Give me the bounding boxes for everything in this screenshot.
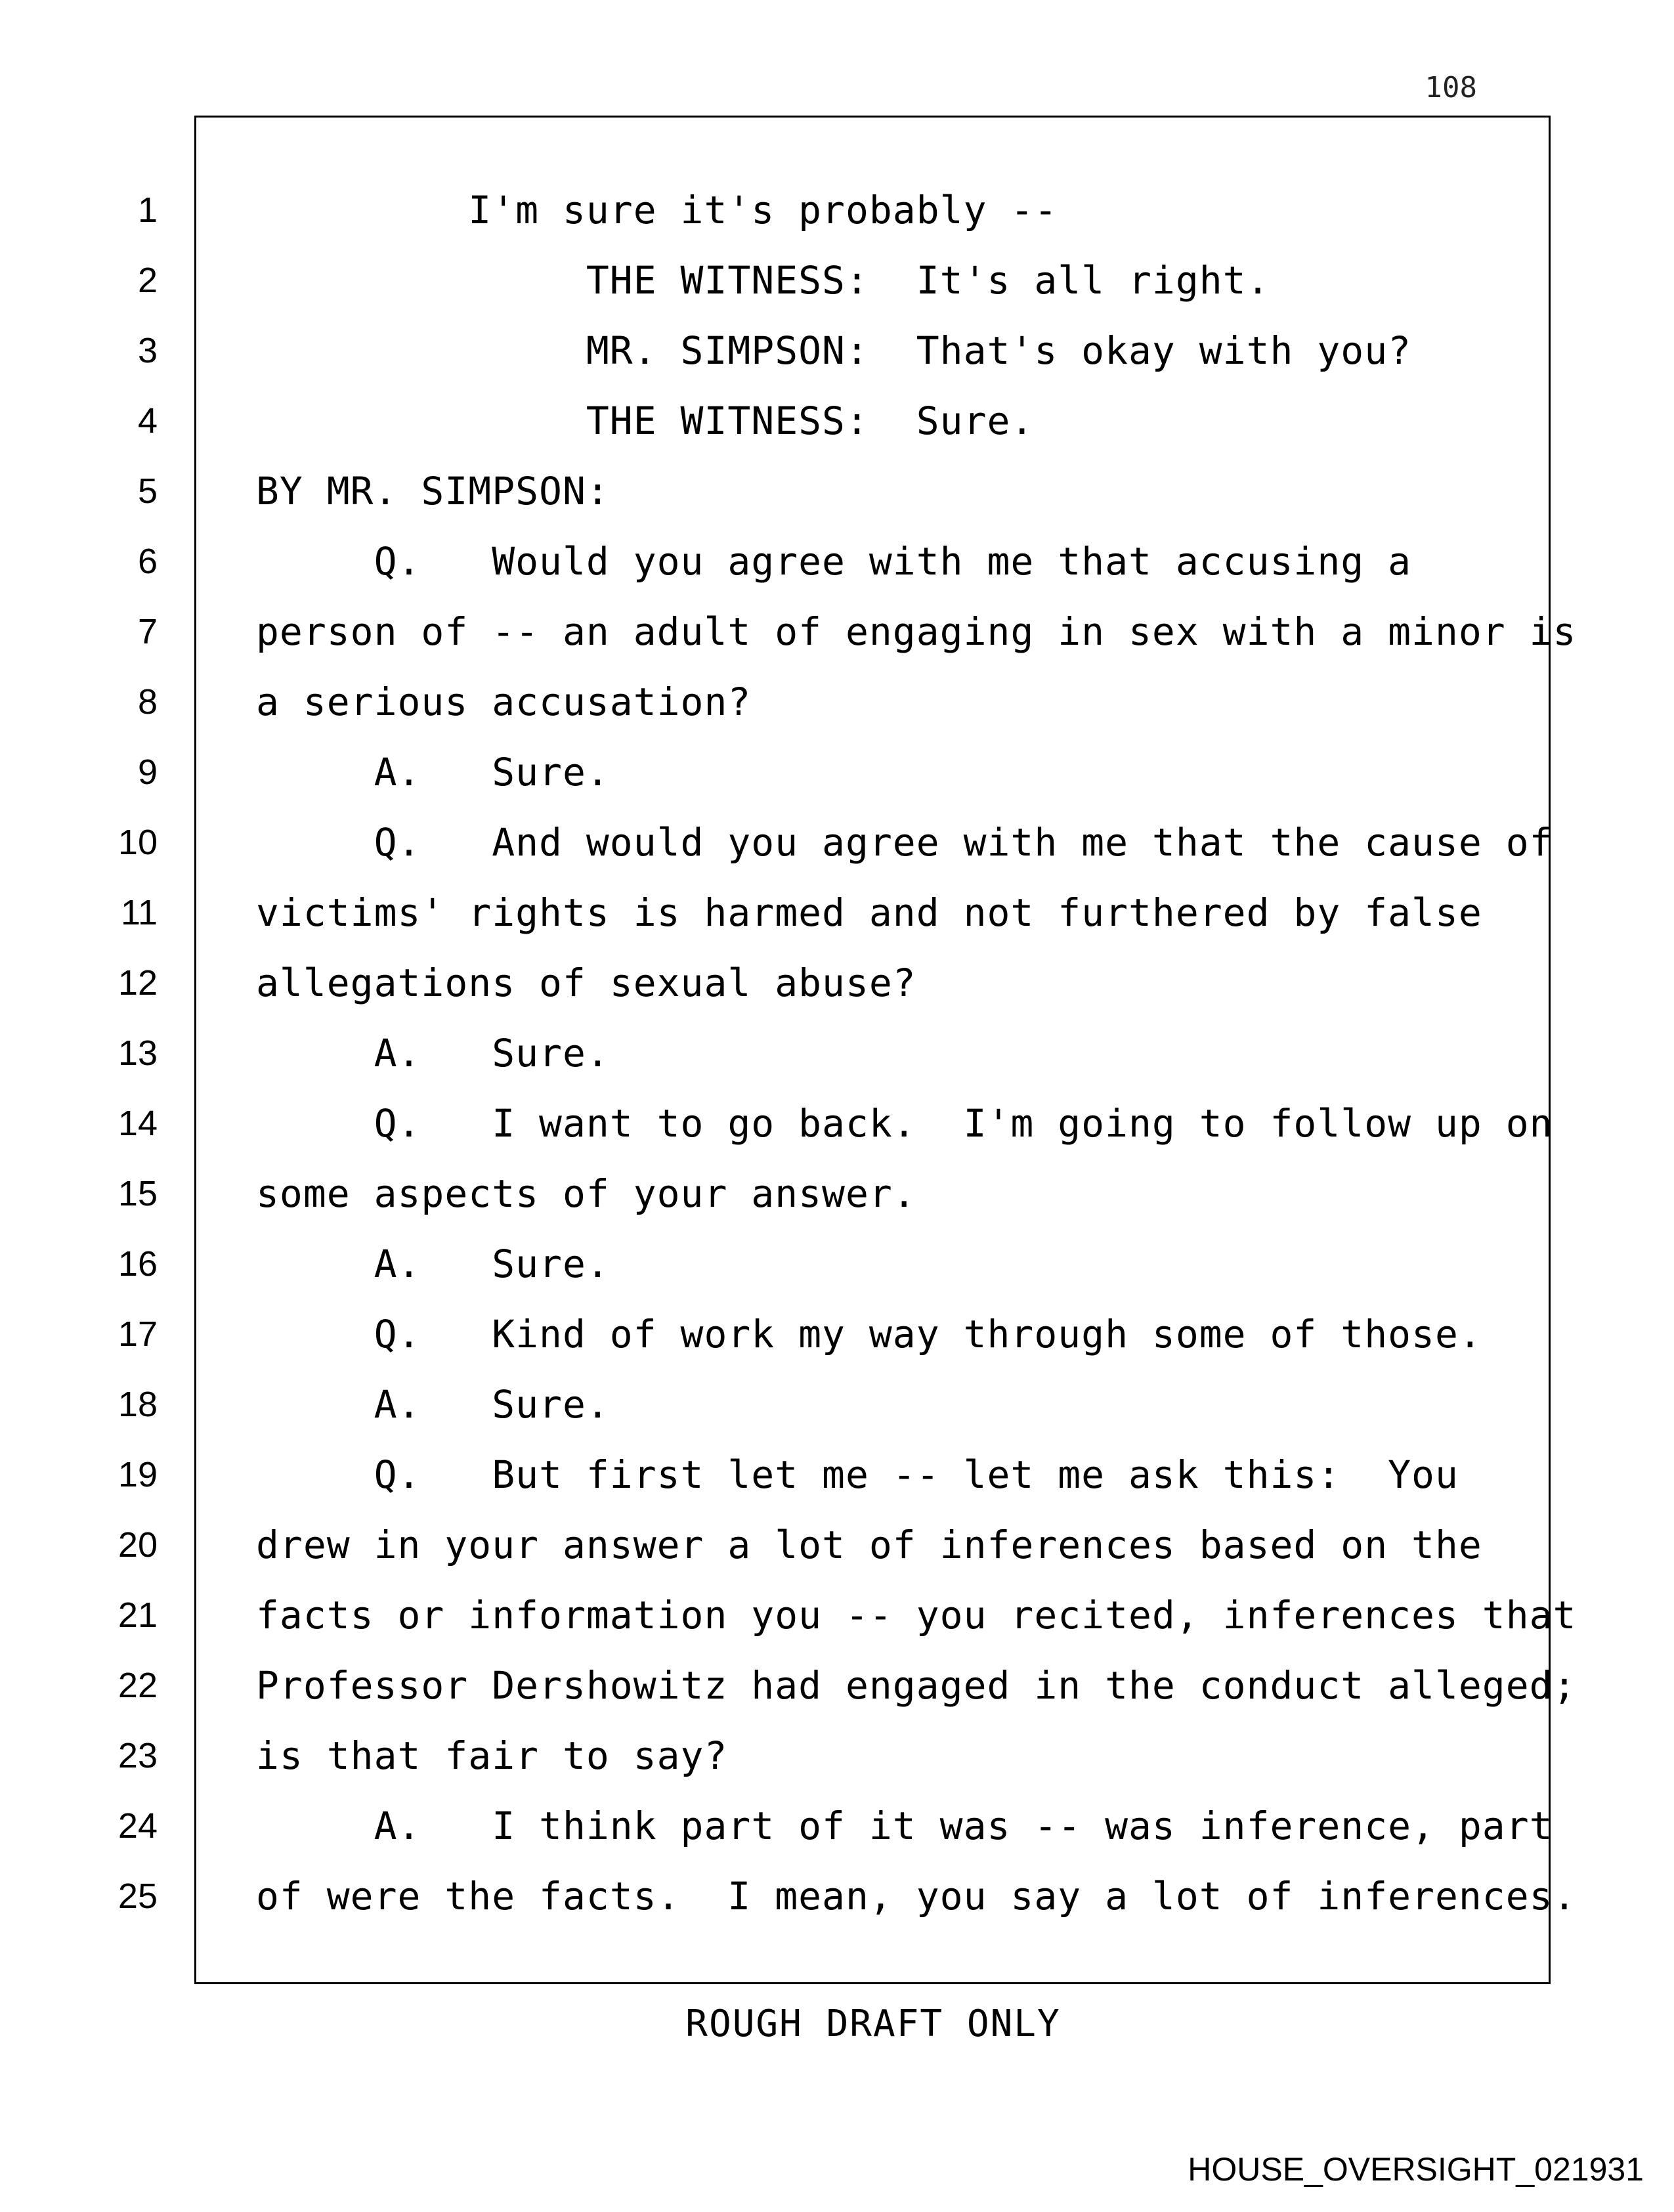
line-number: 12 — [118, 963, 158, 1003]
line-number: 20 — [118, 1525, 158, 1565]
transcript-line: allegations of sexual abuse? — [256, 961, 916, 1005]
transcript-line: MR. SIMPSON: That's okay with you? — [256, 328, 1412, 373]
transcript-line: Q. Kind of work my way through some of those. — [256, 1312, 1482, 1356]
line-number: 7 — [137, 612, 158, 651]
line-number: 4 — [137, 401, 158, 441]
transcript-line: of were the facts. I mean, you say a lot of inferences. — [256, 1874, 1577, 1919]
transcript-line: THE WITNESS: It's all right. — [256, 258, 1270, 303]
line-number: 1 — [137, 190, 158, 230]
transcript-line: A. Sure. — [256, 1382, 610, 1427]
line-number: 3 — [137, 331, 158, 370]
line-number: 14 — [118, 1104, 158, 1143]
line-number: 6 — [137, 542, 158, 581]
page-number: 108 — [1425, 71, 1477, 104]
line-number: 18 — [118, 1385, 158, 1424]
transcript-line: person of -- an adult of engaging in sex with a minor is — [256, 609, 1577, 654]
transcript-line: some aspects of your answer. — [256, 1171, 916, 1216]
transcript-line: Q. Would you agree with me that accusing a — [256, 539, 1412, 584]
line-number: 11 — [120, 893, 158, 932]
line-number: 25 — [118, 1876, 158, 1916]
line-number: 16 — [118, 1244, 158, 1284]
transcript-line: I'm sure it's probably -- — [256, 188, 1058, 232]
line-number: 5 — [137, 471, 158, 511]
transcript-line: victims' rights is harmed and not furthered by false — [256, 890, 1482, 935]
transcript-line: A. Sure. — [256, 750, 610, 794]
transcript-line: Q. And would you agree with me that the cause of — [256, 820, 1553, 865]
transcript-line: A. I think part of it was -- was inference, part — [256, 1804, 1553, 1848]
line-number: 21 — [118, 1595, 158, 1635]
transcript-line: Professor Dershowitz had engaged in the conduct alleged; — [256, 1663, 1577, 1708]
transcript-line: a serious accusation? — [256, 680, 752, 724]
transcript-line: drew in your answer a lot of inferences based on the — [256, 1523, 1482, 1567]
transcript-line: BY MR. SIMPSON: — [256, 469, 610, 513]
line-number: 19 — [118, 1455, 158, 1494]
line-number: 24 — [118, 1806, 158, 1846]
line-number: 22 — [118, 1666, 158, 1705]
rough-draft-footer: ROUGH DRAFT ONLY — [685, 2003, 1061, 2045]
line-number: 13 — [118, 1033, 158, 1073]
line-number: 9 — [137, 752, 158, 792]
transcript-line: facts or information you -- you recited, inferences that — [256, 1593, 1577, 1637]
transcript-line: Q. I want to go back. I'm going to follow up on — [256, 1101, 1553, 1146]
line-number: 15 — [118, 1174, 158, 1213]
line-number: 10 — [118, 823, 158, 862]
transcript-line: A. Sure. — [256, 1242, 610, 1286]
bates-number: HOUSE_OVERSIGHT_021931 — [1188, 2151, 1644, 2188]
transcript-line: THE WITNESS: Sure. — [256, 399, 1035, 443]
line-number: 17 — [118, 1314, 158, 1354]
transcript-line: Q. But first let me -- let me ask this: You — [256, 1452, 1459, 1497]
line-number: 23 — [118, 1736, 158, 1775]
transcript-line: A. Sure. — [256, 1031, 610, 1075]
line-number: 2 — [137, 261, 158, 300]
line-number: 8 — [137, 682, 158, 722]
transcript-line: is that fair to say? — [256, 1733, 728, 1778]
